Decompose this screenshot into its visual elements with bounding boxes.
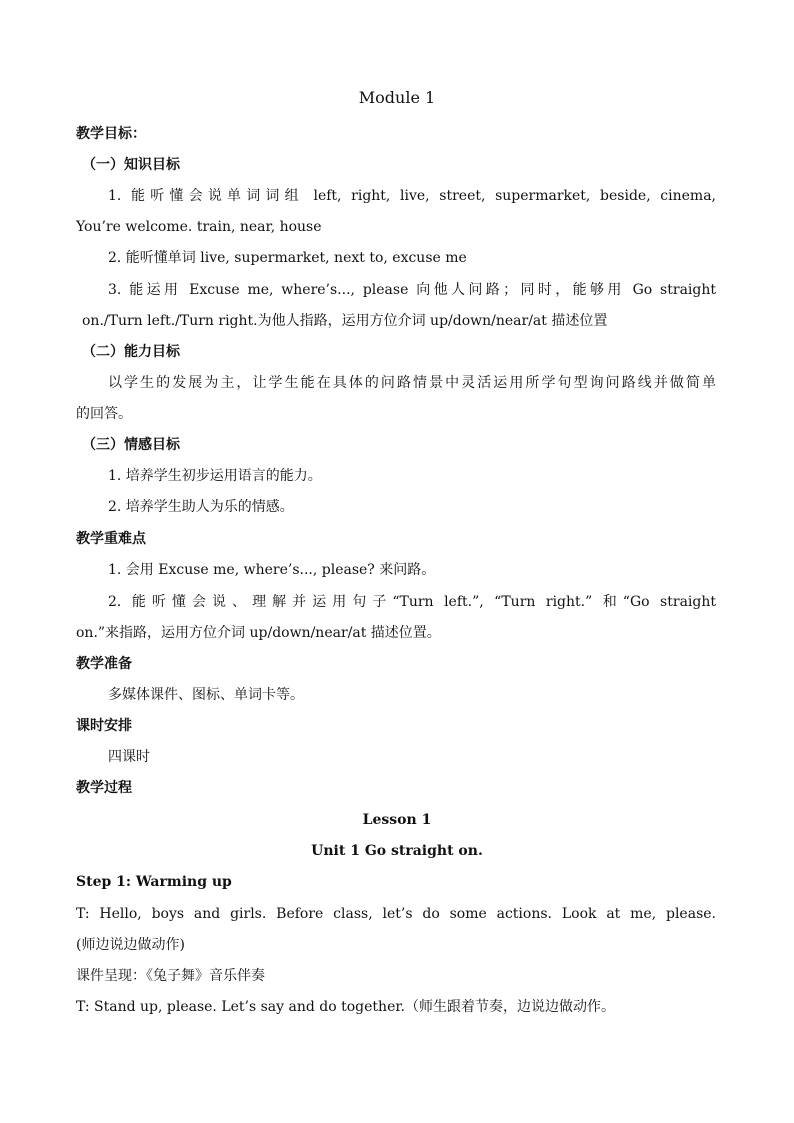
ability-text-line-2: 的回答。 (76, 406, 132, 422)
lesson-title: Lesson 1 (362, 812, 432, 828)
knowledge-item-3-line-2: on./Turn left./Turn right.为他人指路，运用方位介词 up/down/near/at 描述位置 (82, 313, 608, 329)
emotion-item-2: 2. 培养学生助人为乐的情感。 (108, 499, 294, 515)
teacher-line-1-note: (师边说边做动作) (76, 937, 185, 953)
teacher-line-1: T: Hello, boys and girls. Before class, let’s do some actions. Look at me, please. (76, 906, 716, 922)
knowledge-item-1-line-2: You’re welcome. train, near, house (76, 219, 322, 235)
key-point-1: 1. 会用 Excuse me, where’s..., please? 来问路。 (108, 562, 436, 578)
emotion-item-1: 1. 培养学生初步运用语言的能力。 (108, 468, 322, 484)
knowledge-item-1-line-1: 1. 能听懂会说单词词组 left, right, live, street, supermarket, beside, cinema, (108, 188, 716, 204)
unit-title: Unit 1 Go straight on. (311, 843, 483, 859)
courseware-text: 课件呈现：《兔子舞》音乐伴奏 (76, 968, 265, 984)
heading-preparation: 教学准备 (76, 656, 132, 672)
schedule-text: 四课时 (108, 749, 150, 765)
preparation-text: 多媒体课件、图标、单词卡等。 (108, 687, 304, 703)
heading-key-points: 教学重难点 (76, 531, 146, 547)
heading-process: 教学过程 (76, 780, 132, 796)
key-point-2-line-1: 2. 能听懂会说、理解并运用句子“Turn left.”, “Turn right.” 和“Go straight (108, 594, 716, 610)
heading-objectives: 教学目标： (76, 126, 146, 142)
document-title: Module 1 (358, 88, 436, 107)
step-1-title: Step 1: Warming up (76, 874, 232, 890)
section-knowledge-title: （一）知识目标 (82, 157, 180, 173)
heading-schedule: 课时安排 (76, 718, 132, 734)
teacher-line-2: T: Stand up, please. Let’s say and do together.（师生跟着节奏，边说边做动作。 (76, 999, 615, 1015)
knowledge-item-2: 2. 能听懂单词 live, supermarket, next to, excuse me (108, 250, 467, 266)
section-emotion-title: （三）情感目标 (82, 437, 180, 453)
key-point-2-line-2: on.”来指路，运用方位介词 up/down/near/at 描述位置。 (76, 625, 441, 641)
knowledge-item-3-line-1: 3. 能运用 Excuse me, where’s..., please 向他人问路；同时，能够用 Go straight (108, 282, 716, 298)
ability-text-line-1: 以学生的发展为主，让学生能在具体的问路情景中灵活运用所学句型询问路线并做简单 (108, 375, 716, 391)
section-ability-title: （二）能力目标 (82, 344, 180, 360)
